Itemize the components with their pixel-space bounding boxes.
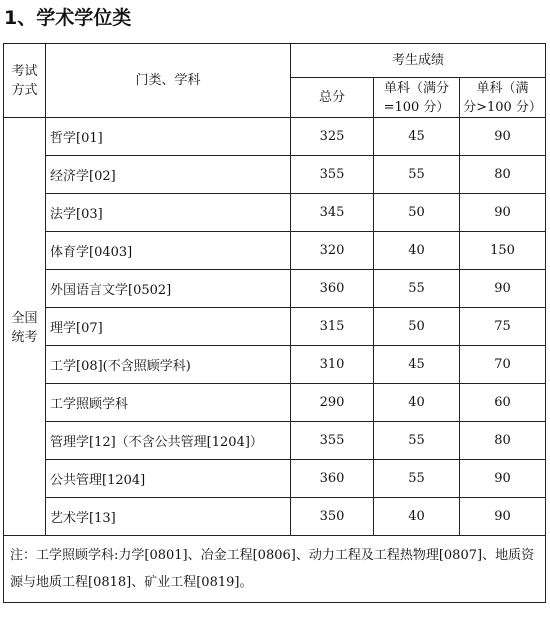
total-score-cell: 360 — [291, 270, 374, 308]
subject-cell: 工学[08](不含照顾学科) — [46, 346, 291, 384]
single-over-100-score-cell: 150 — [460, 232, 546, 270]
single-over-100-score-cell: 70 — [460, 346, 546, 384]
header-exam-mode: 考试 方式 — [4, 44, 46, 118]
table-row — [4, 194, 546, 232]
subject-cell: 经济学[02] — [46, 156, 291, 194]
header-scores: 考生成绩 — [291, 44, 546, 78]
exam-mode-cell — [4, 118, 46, 536]
single-100-score-cell: 55 — [374, 460, 460, 498]
single-100-score-cell: 50 — [374, 308, 460, 346]
exam-mode-line: 全国 — [11, 310, 38, 326]
table-row — [4, 498, 546, 536]
section-title: 1、学术学位类 — [4, 7, 132, 29]
table-row — [4, 308, 546, 346]
table-row — [4, 460, 546, 498]
single-100-score-cell: 55 — [374, 156, 460, 194]
total-score-cell: 325 — [291, 118, 374, 156]
total-score-cell: 320 — [291, 232, 374, 270]
total-score-cell: 350 — [291, 498, 374, 536]
table-row — [4, 156, 546, 194]
table-row — [4, 118, 546, 156]
table-row — [4, 232, 546, 270]
single-over-100-score-cell: 75 — [460, 308, 546, 346]
single-over-100-score-cell: 80 — [460, 156, 546, 194]
single-over-100-score-cell: 80 — [460, 422, 546, 460]
single-100-score-cell: 40 — [374, 232, 460, 270]
subject-cell: 外国语言文学[0502] — [46, 270, 291, 308]
total-score-cell: 355 — [291, 156, 374, 194]
total-score-cell: 345 — [291, 194, 374, 232]
table-header-row — [4, 44, 546, 78]
table-row — [4, 422, 546, 460]
single-over-100-score-cell: 90 — [460, 194, 546, 232]
subject-cell: 管理学[12]（不含公共管理[1204]） — [46, 422, 291, 460]
subject-cell: 公共管理[1204] — [46, 460, 291, 498]
subject-cell: 哲学[01] — [46, 118, 291, 156]
single-100-score-cell: 50 — [374, 194, 460, 232]
single-over-100-score-cell: 90 — [460, 270, 546, 308]
table-row — [4, 346, 546, 384]
note-row — [4, 536, 546, 603]
single-over-100-score-cell: 90 — [460, 460, 546, 498]
header-total: 总分 — [291, 78, 374, 118]
total-score-cell: 355 — [291, 422, 374, 460]
header-single-100: 单科（满分 =100 分） — [374, 78, 460, 118]
total-score-cell: 290 — [291, 384, 374, 422]
subject-cell: 体育学[0403] — [46, 232, 291, 270]
single-100-score-cell: 45 — [374, 346, 460, 384]
single-100-score-cell: 45 — [374, 118, 460, 156]
total-score-cell: 360 — [291, 460, 374, 498]
header-single-over-100: 单科（满 分>100 分） — [460, 78, 546, 118]
single-100-score-cell: 55 — [374, 270, 460, 308]
single-over-100-score-cell: 90 — [460, 118, 546, 156]
single-100-score-cell: 55 — [374, 422, 460, 460]
footnote: 注：工学照顾学科:力学[0801]、冶金工程[0806]、动力工程及工程热物理[0807]、地质资源与地质工程[0818]、矿业工程[0819]。 — [4, 536, 546, 603]
single-over-100-score-cell: 90 — [460, 498, 546, 536]
subject-cell: 理学[07] — [46, 308, 291, 346]
total-score-cell: 310 — [291, 346, 374, 384]
table-row — [4, 270, 546, 308]
exam-mode-line: 统考 — [11, 329, 38, 345]
subject-cell: 法学[03] — [46, 194, 291, 232]
single-over-100-score-cell: 60 — [460, 384, 546, 422]
subject-cell: 工学照顾学科 — [46, 384, 291, 422]
table-row — [4, 384, 546, 422]
single-100-score-cell: 40 — [374, 384, 460, 422]
single-100-score-cell: 40 — [374, 498, 460, 536]
total-score-cell: 315 — [291, 308, 374, 346]
subject-cell: 艺术学[13] — [46, 498, 291, 536]
score-table — [3, 43, 546, 603]
header-subject: 门类、学科 — [46, 44, 291, 118]
